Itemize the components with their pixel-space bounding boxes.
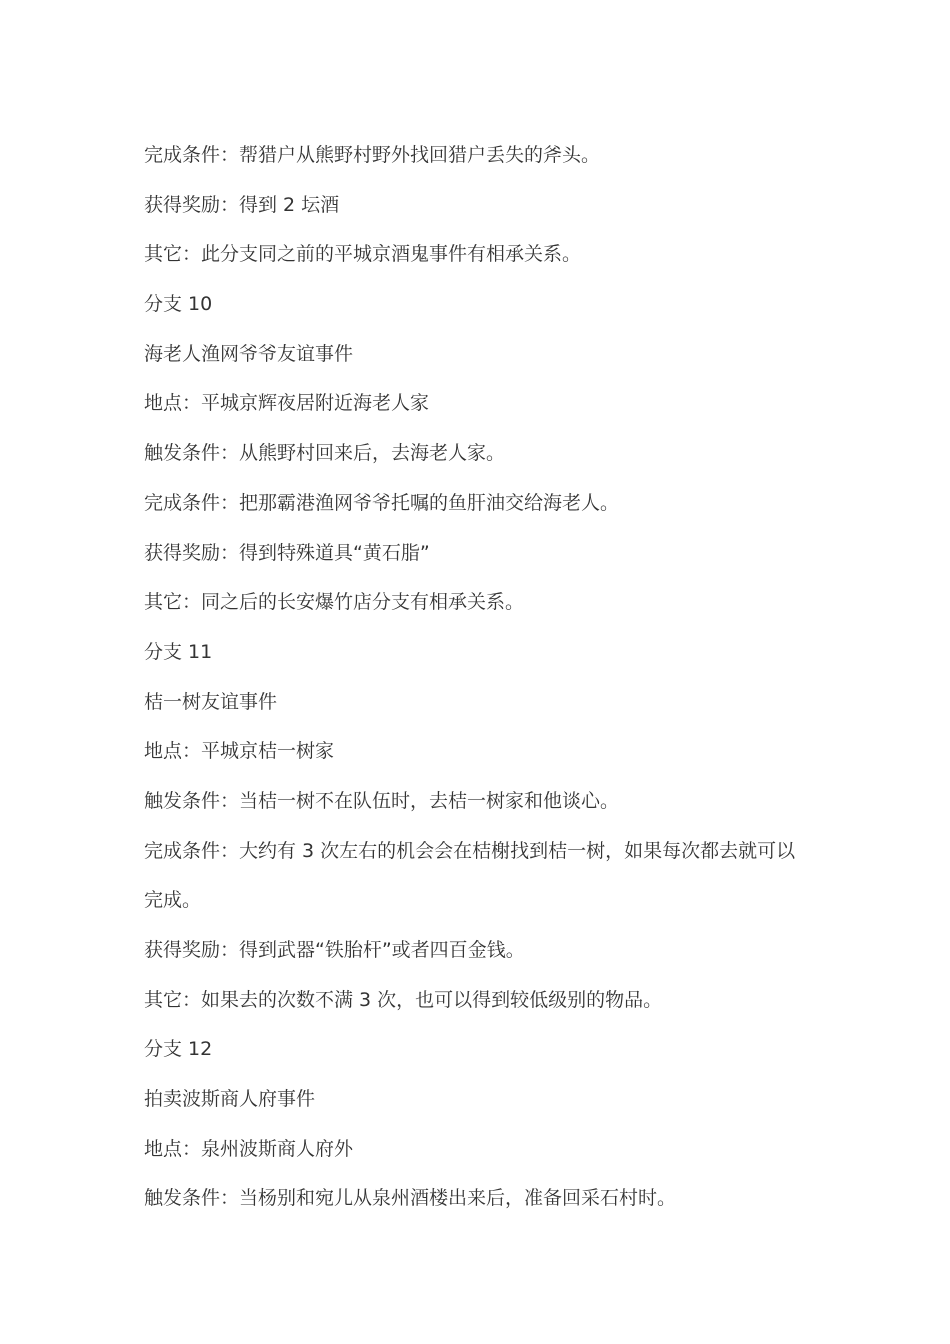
trigger-condition-line: 触发条件：从熊野村回来后，去海老人家。 (144, 442, 506, 465)
branch-heading-11: 分支 11 (144, 640, 213, 663)
completion-condition-continuation: 完成。 (144, 889, 202, 912)
event-title-line: 海老人渔网爷爷友谊事件 (144, 342, 354, 365)
location-line: 地点：平城京桔一树家 (144, 740, 335, 763)
event-title-line: 桔一树友谊事件 (144, 690, 278, 713)
other-note-line: 其它：同之后的长安爆竹店分支有相承关系。 (144, 591, 525, 614)
branch-heading-10: 分支 10 (144, 293, 213, 316)
other-note-line: 其它：如果去的次数不满 3 次，也可以得到较低级别的物品。 (144, 988, 663, 1011)
reward-line: 获得奖励：得到特殊道具“黄石脂” (144, 541, 430, 564)
branch-heading-12: 分支 12 (144, 1038, 213, 1061)
trigger-condition-line: 触发条件：当杨别和宛儿从泉州酒楼出来后，准备回采石村时。 (144, 1187, 677, 1210)
document-body (144, 131, 824, 1224)
completion-condition-line: 完成条件：把那霸港渔网爷爷托嘱的鱼肝油交给海老人。 (144, 491, 620, 514)
reward-line: 获得奖励：得到武器“铁胎杆”或者四百金钱。 (144, 939, 525, 961)
location-line: 地点：平城京辉夜居附近海老人家 (144, 392, 430, 415)
location-line: 地点：泉州波斯商人府外 (144, 1137, 354, 1160)
trigger-condition-line: 触发条件：当桔一树不在队伍时，去桔一树家和他谈心。 (144, 789, 620, 812)
other-note-line: 其它：此分支同之前的平城京酒鬼事件有相承关系。 (144, 243, 582, 266)
event-title-line: 拍卖波斯商人府事件 (144, 1088, 316, 1111)
completion-condition-line: 完成条件：大约有 3 次左右的机会会在桔榭找到桔一树，如果每次都去就可以 (144, 839, 796, 862)
reward-line: 获得奖励：得到 2 坛酒 (144, 193, 340, 216)
completion-condition-line: 完成条件：帮猎户从熊野村野外找回猎户丢失的斧头。 (144, 144, 601, 166)
